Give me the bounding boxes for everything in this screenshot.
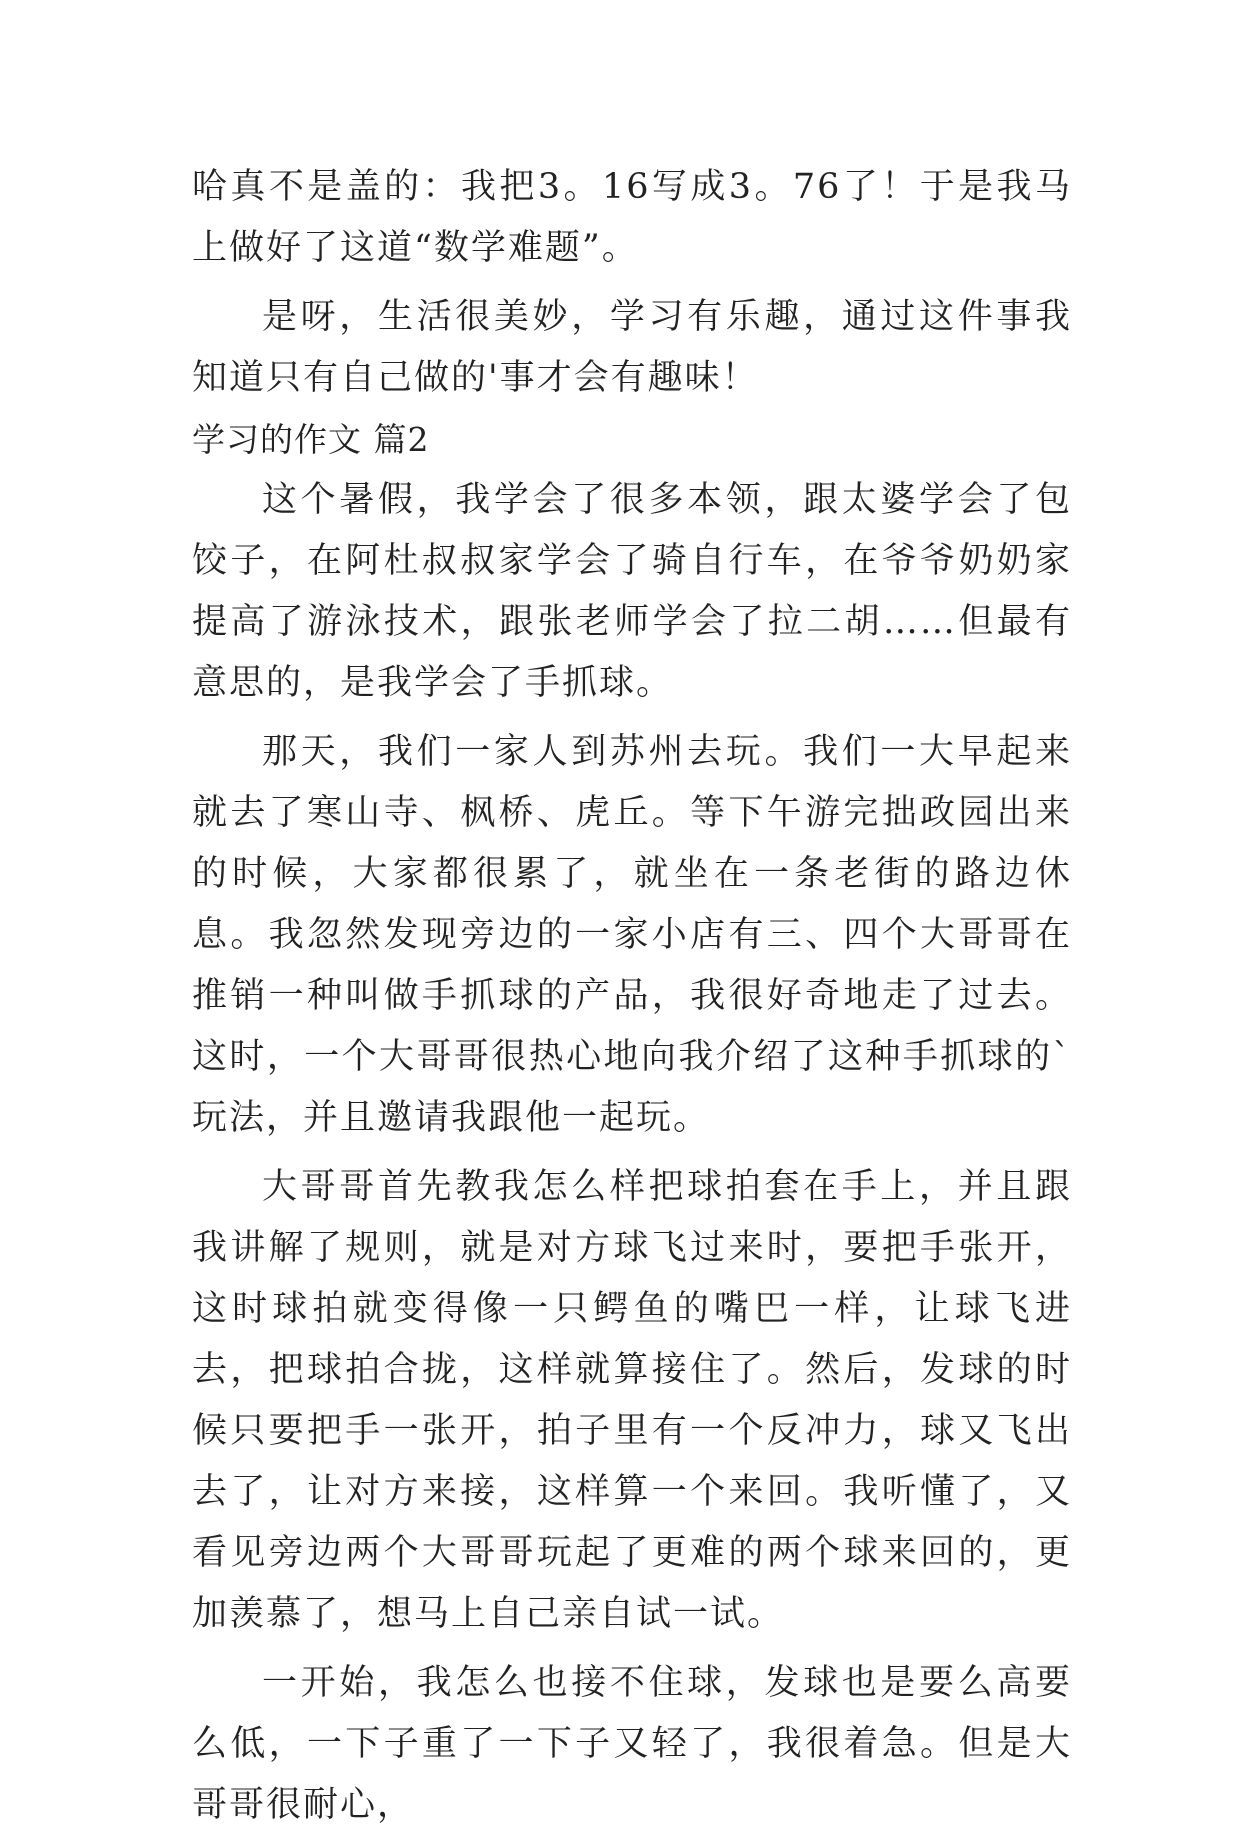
paragraph-summer-skills: 这个暑假，我学会了很多本领，跟太婆学会了包饺子，在阿杜叔叔家学会了骑自行车，在爷爷奶奶家提高了游泳技术，跟张老师学会了拉二胡……但最有意思的，是我学会了手抓球。	[192, 480, 1072, 703]
paragraph-gap	[192, 279, 1072, 287]
paragraph-suzhou-trip: 那天，我们一家人到苏州去玩。我们一大早起来就去了寒山寺、枫桥、虎丘。等下午游完拙政园出来的时候，大家都很累了，就坐在一条老街的路边休息。我忽然发现旁边的一家小店有三、四个大哥哥在推销一种叫做手抓球的产品，我很好奇地走了过去。这时，一个大哥哥很热心地向我介绍了这种手抓球的`玩法，并且邀请我跟他一起玩。	[192, 732, 1072, 1138]
paragraph-gap	[192, 714, 1072, 722]
paragraph-first-try: 一开始，我怎么也接不住球，发球也是要么高要么低，一下子重了一下子又轻了，我很着急。但是大哥哥很耐心，	[192, 1663, 1072, 1825]
paragraph-gap	[192, 1645, 1072, 1653]
document-body	[192, 157, 1072, 1836]
section-heading: 学习的作文 篇2	[192, 420, 430, 459]
paragraph-continuation: 哈真不是盖的：我把3。16写成3。76了！于是我马上做好了这道“数学难题”。	[192, 167, 1072, 268]
paragraph-rules: 大哥哥首先教我怎么样把球拍套在手上，并且跟我讲解了规则，就是对方球飞过来时，要把手张开，这时球拍就变得像一只鳄鱼的嘴巴一样，让球飞进去，把球拍合拢，这样就算接住了。然后，发球的时候只要把手一张开，拍子里有一个反冲力，球又飞出去了，让对方来接，这样算一个来回。我听懂了，又看见旁边两个大哥哥玩起了更难的两个球来回的，更加羡慕了，想马上自己亲自试一试。	[192, 1167, 1072, 1634]
paragraph-gap	[192, 1149, 1072, 1157]
paragraph-conclusion: 是呀，生活很美妙，学习有乐趣，通过这件事我知道只有自己做的'事才会有趣味！	[192, 297, 1072, 398]
